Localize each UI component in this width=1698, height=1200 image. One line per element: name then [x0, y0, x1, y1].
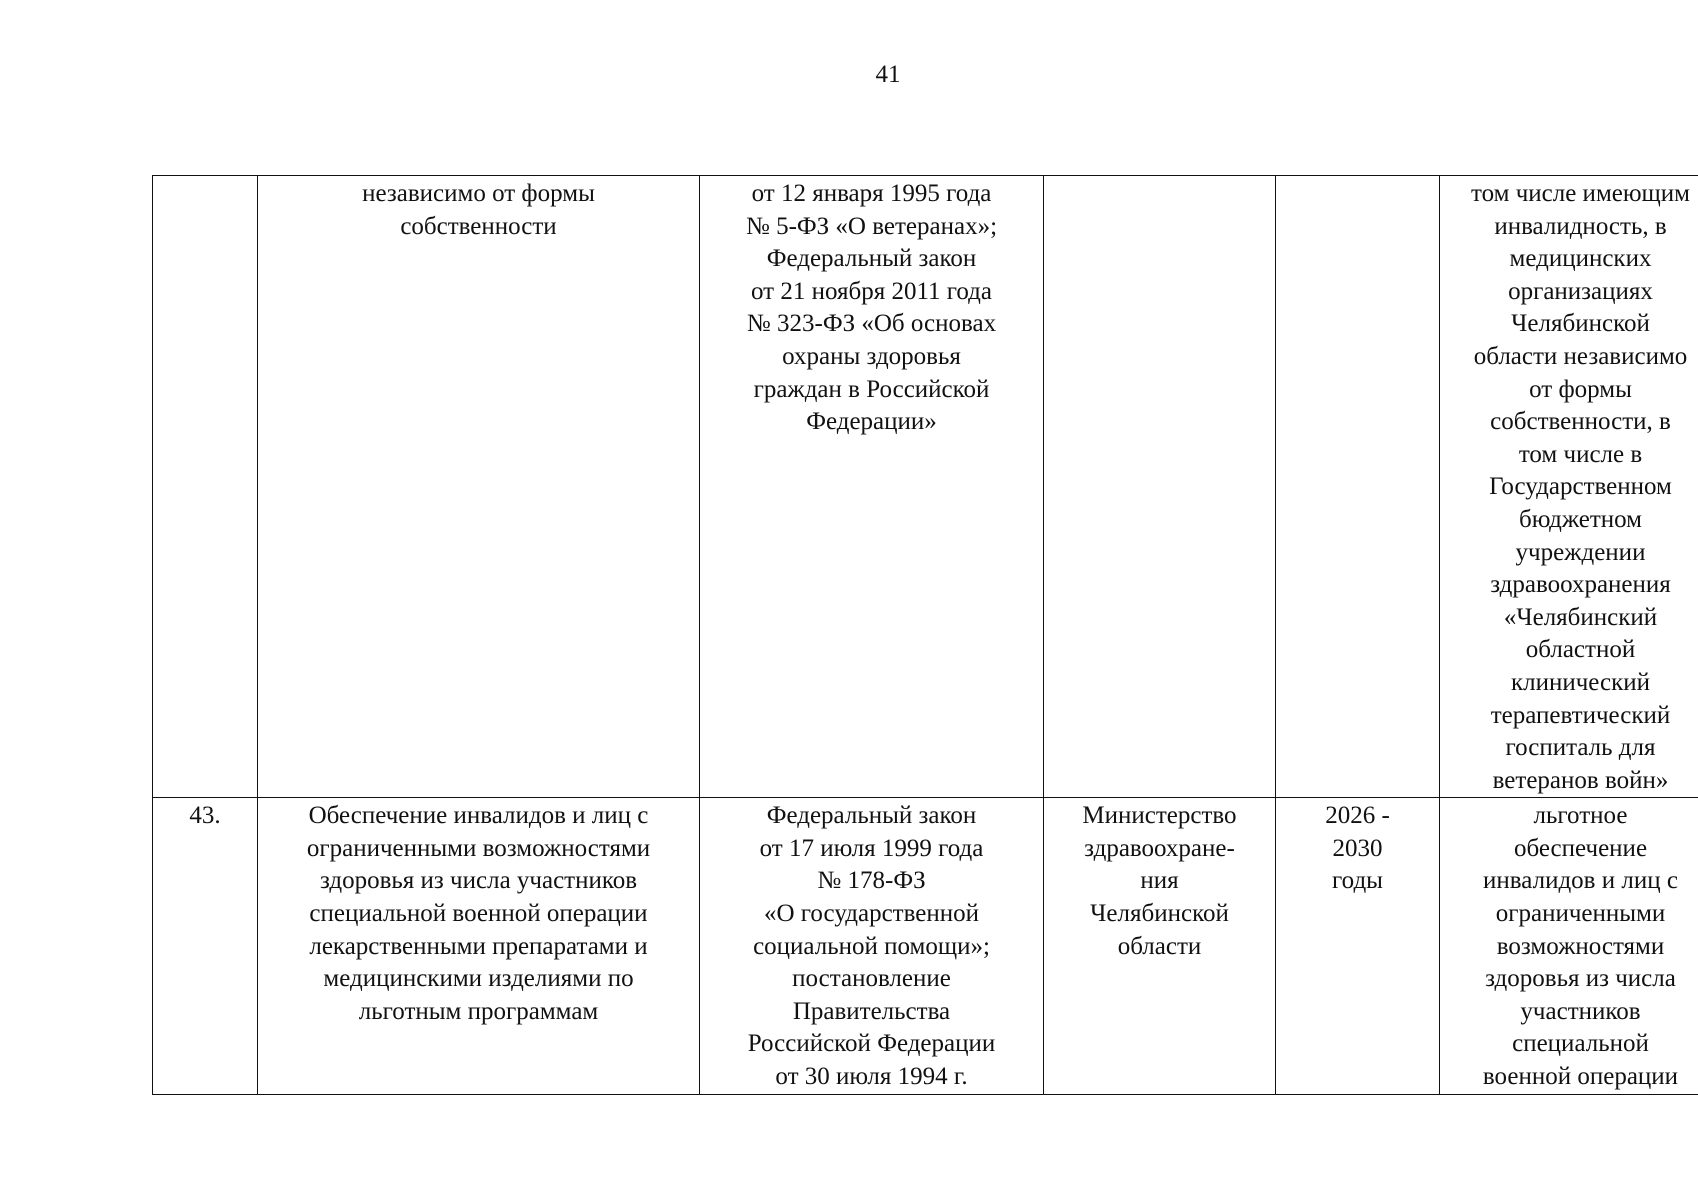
table-row-continuation: [153, 176, 1698, 798]
text-line: обеспечение: [1513, 834, 1648, 862]
text-line: от 30 июля 1994 г.: [775, 1063, 968, 1091]
text-line: том числе в: [1518, 440, 1643, 468]
text-line: льготным программам: [358, 997, 599, 1025]
cell-executor: [1044, 176, 1276, 798]
text-line: медицинскими изделиями по: [323, 965, 634, 993]
text-line: Правительства: [792, 997, 951, 1025]
text-line: медицинских: [1509, 245, 1652, 273]
text-line: здоровья из числа участников: [319, 867, 638, 895]
text-line: Челябинской: [1511, 310, 1650, 338]
text-line: специальной: [1512, 1030, 1649, 1058]
text-line: участников: [1520, 997, 1641, 1025]
text-line: здравоохране-: [1084, 834, 1235, 862]
text-line: области: [1117, 932, 1202, 960]
text-line: от формы: [1529, 375, 1632, 403]
cell-term: [1276, 798, 1440, 1094]
text-line: «О государственной: [764, 900, 979, 928]
text-line: клинический: [1510, 668, 1651, 696]
text-line: годы: [1332, 867, 1383, 895]
text-line: постановление: [792, 965, 951, 993]
text-line: области независимо: [1473, 342, 1688, 370]
cell-result: [1440, 176, 1698, 798]
text-line: от 17 июля 1999 года: [759, 834, 984, 862]
text-line: Федеральный закон: [766, 245, 977, 273]
measures-table: [152, 175, 1698, 1095]
text-line: Министерство: [1082, 802, 1237, 830]
text-line: организациях: [1508, 277, 1653, 305]
text-line: возможностями: [1496, 932, 1665, 960]
text-line: № 5-ФЗ «О ветеранах»;: [745, 212, 998, 240]
cell-number-text: 43.: [189, 802, 221, 830]
text-line: Челябинской: [1090, 900, 1229, 928]
text-line: специальной военной операции: [309, 900, 648, 928]
text-line: социальной помощи»;: [753, 932, 990, 960]
text-line: Российской Федерации: [747, 1030, 996, 1058]
text-line: Федерации»: [806, 408, 937, 436]
text-line: Государственном: [1489, 473, 1672, 501]
cell-term: [1276, 176, 1440, 798]
text-line: Федеральный закон: [766, 802, 977, 830]
text-line: ограниченными возможностями: [306, 834, 651, 862]
text-line: от 12 января 1995 года: [751, 180, 992, 207]
text-line: областной: [1525, 636, 1636, 664]
text-line: бюджетном: [1518, 505, 1643, 533]
cell-number: [153, 798, 258, 1094]
text-line: здравоохранения: [1490, 571, 1671, 599]
page-number: 41: [875, 61, 901, 88]
cell-result: [1440, 798, 1698, 1094]
cell-number: [153, 176, 258, 798]
cell-legal-basis: [700, 798, 1044, 1094]
text-line: охраны здоровья: [782, 342, 961, 370]
text-line: лекарственными препаратами и: [309, 932, 648, 960]
text-line: граждан в Российской: [753, 375, 990, 403]
text-line: ограниченными: [1495, 900, 1666, 928]
text-line: «Челябинский: [1503, 603, 1658, 631]
text-line: 2030: [1332, 834, 1383, 862]
text-line: 2026 -: [1325, 802, 1390, 830]
text-line: учреждении: [1515, 538, 1646, 566]
text-line: собственности: [400, 212, 557, 240]
text-line: военной операции: [1482, 1063, 1679, 1091]
text-line: здоровья из числа: [1485, 965, 1676, 993]
text-line: ния: [1140, 867, 1179, 895]
text-line: от 21 ноября 2011 года: [750, 277, 992, 305]
cell-measure-name: [258, 176, 700, 798]
text-line: инвалидность, в: [1494, 212, 1667, 240]
cell-executor: [1044, 798, 1276, 1094]
text-line: независимо от формы: [362, 180, 595, 207]
cell-measure-name: [258, 798, 700, 1094]
text-line: терапевтический: [1490, 701, 1671, 729]
text-line: ветеранов войн»: [1492, 766, 1669, 794]
table-row-43: [153, 798, 1698, 1094]
text-line: льготное: [1533, 802, 1628, 830]
text-line: инвалидов и лиц с: [1483, 867, 1678, 895]
text-line: № 178-ФЗ: [817, 867, 926, 895]
text-line: собственности, в: [1490, 408, 1671, 436]
text-line: том числе имеющим: [1471, 180, 1690, 207]
text-line: Обеспечение инвалидов и лиц с: [308, 802, 649, 830]
text-line: госпиталь для: [1505, 734, 1656, 762]
cell-legal-basis: [700, 176, 1044, 798]
text-line: № 323-ФЗ «Об основах: [746, 310, 997, 338]
